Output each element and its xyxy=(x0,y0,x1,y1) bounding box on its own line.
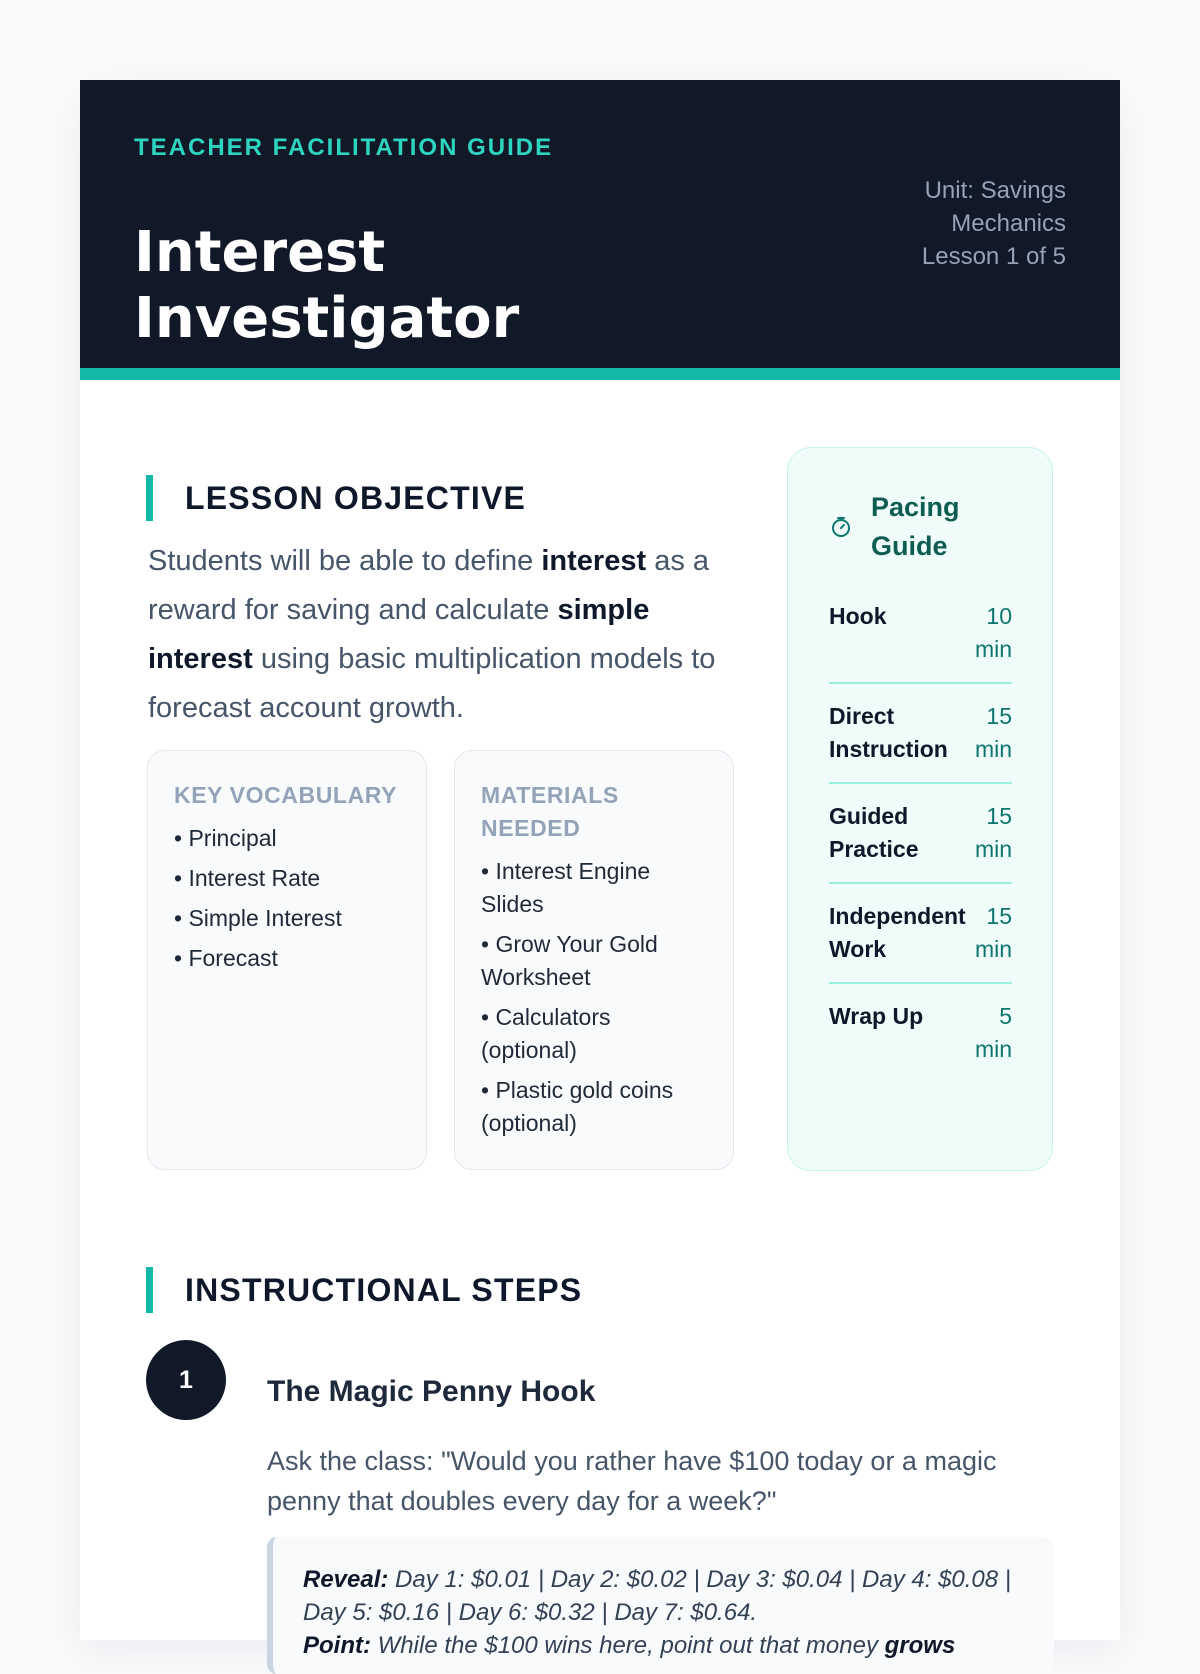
pacing-row-hook xyxy=(829,584,1012,684)
vocabulary-item: • Interest Rate xyxy=(174,865,321,891)
point-text: While the $100 wins here, point out that money xyxy=(370,1632,885,1659)
objective-text-part-2: as a reward for saving and calculate xyxy=(148,545,710,626)
lesson-position: Lesson 1 of 5 xyxy=(921,243,1066,270)
step-title: The Magic Penny Hook xyxy=(267,1375,596,1408)
pacing-time: 10 min xyxy=(974,603,1012,662)
materials-needed-box xyxy=(454,750,734,1170)
materials-needed-title: MATERIALS NEEDED xyxy=(481,782,619,841)
header-accent-strip xyxy=(80,368,1120,380)
lesson-objective-heading: LESSON OBJECTIVE xyxy=(146,475,526,521)
pacing-time: 5 min xyxy=(974,1003,1012,1062)
material-item: • Plastic gold coins (optional) xyxy=(481,1077,674,1136)
unit-line-2: Mechanics xyxy=(951,210,1066,237)
pacing-row-guided-practice xyxy=(829,784,1012,884)
guide-eyebrow: TEACHER FACILITATION GUIDE xyxy=(134,134,554,161)
objective-term-interest: interest xyxy=(541,545,647,577)
pacing-guide-panel xyxy=(787,447,1053,1171)
pacing-label: Guided Practice xyxy=(829,803,919,862)
vocabulary-item: • Simple Interest xyxy=(174,905,342,931)
step-reveal-note xyxy=(267,1537,1054,1674)
pacing-time: 15 min xyxy=(974,703,1012,762)
timer-icon xyxy=(829,515,853,539)
pacing-row-wrap-up xyxy=(829,984,1012,1082)
objective-text-part-3: using basic multiplication models to forecast account growth. xyxy=(148,643,716,724)
point-emphasis: grows xyxy=(884,1632,956,1659)
pacing-label: Direct Instruction xyxy=(829,703,948,762)
pacing-guide-title: Pacing Guide xyxy=(871,492,960,561)
pacing-time: 15 min xyxy=(974,903,1012,962)
instructional-steps-heading: INSTRUCTIONAL STEPS xyxy=(146,1267,582,1313)
step-number-badge: 1 xyxy=(146,1340,226,1420)
key-vocabulary-list xyxy=(174,822,400,975)
material-item: • Interest Engine Slides xyxy=(481,858,651,917)
guide-header xyxy=(80,80,1120,368)
lesson-meta xyxy=(876,174,1066,273)
pacing-guide-title-row xyxy=(829,488,1012,566)
point-line xyxy=(303,1629,1026,1662)
pacing-time: 15 min xyxy=(974,803,1012,862)
reveal-label: Reveal: xyxy=(303,1566,389,1593)
lesson-title: Interest Investigator xyxy=(134,219,520,351)
reveal-line xyxy=(303,1563,1026,1629)
objective-term-simple-interest: simple interest xyxy=(148,594,650,675)
step-prompt: Ask the class: "Would you rather have $100 today or a magic penny that doubles every day for a week?" xyxy=(267,1446,997,1516)
pacing-row-direct-instruction xyxy=(829,684,1012,784)
vocabulary-item: • Forecast xyxy=(174,945,278,971)
pacing-row-independent-work xyxy=(829,884,1012,984)
reveal-text: Day 1: $0.01 | Day 2: $0.02 | Day 3: $0.04 | Day 4: $0.08 | Day 5: $0.16 | Day 6: $0.32 | Day 7: $0.64. xyxy=(303,1566,1012,1626)
material-item: • Grow Your Gold Worksheet xyxy=(481,931,658,990)
key-vocabulary-title: KEY VOCABULARY xyxy=(174,782,398,808)
unit-line-1: Unit: Savings xyxy=(924,177,1066,204)
point-label: Point: xyxy=(303,1632,371,1659)
key-vocabulary-box xyxy=(147,750,427,1170)
pacing-label: Wrap Up xyxy=(829,1003,924,1029)
step-content xyxy=(267,1340,1054,1674)
materials-needed-list xyxy=(481,855,707,1140)
pacing-label: Hook xyxy=(829,603,887,629)
lesson-guide-card xyxy=(80,80,1120,1659)
objective-text-part-1: Students will be able to define xyxy=(148,545,542,577)
vocabulary-item: • Principal xyxy=(174,825,277,851)
lesson-objective-text xyxy=(148,537,748,733)
pacing-label: Independent Work xyxy=(829,903,966,962)
material-item: • Calculators (optional) xyxy=(481,1004,611,1063)
